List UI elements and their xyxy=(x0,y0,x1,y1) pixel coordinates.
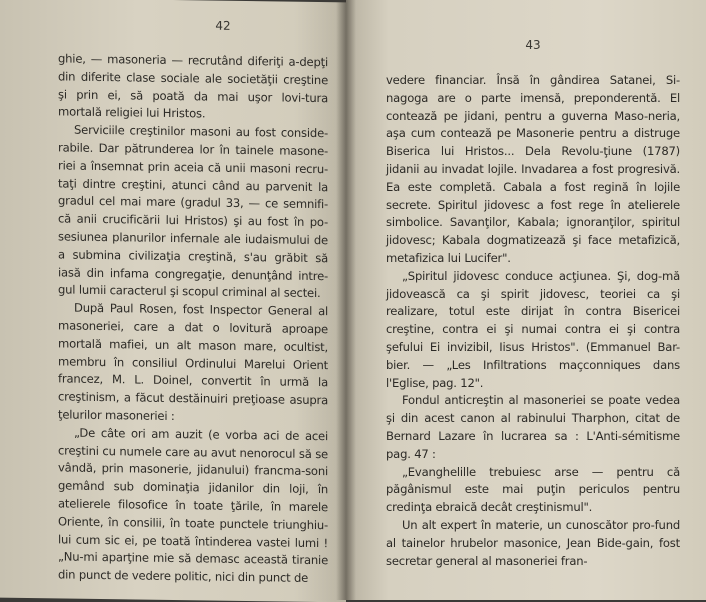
paragraph: Serviciile creştinilor masoni au fost conside-rabile. Dar pătrunderea lor în tainele masone-riei a însemnat prin aceia că unii masoni recru-taţi dintre creştini, atunci când au parvenit la gradul cel mai mare (gradul 33, — ce semnifi-că anii crucificării lui Hristos) şi au fost în po-sesiunea planurilor infernale ale iudaismului de a submina civilizaţia creştină, s'au grăbit să iasă din infama congregaţie, denunţând intre-gul lumii caracterul şi scopul criminal al sectei. xyxy=(58,122,328,301)
paragraph: „Evanghelille trebuiesc arse — pentru că păgânismul este mai puţin periculos pentru credinţa ebraică decât creştinismul". xyxy=(386,464,680,515)
paragraph: După Paul Rosen, fost Inspector General al masoneriei, care a dat o lovitură aproape mortală mafiei, un alt mason mare, ocultist, membru în consiliul Ordinului Marelui Orient francez, M. L. Doinel, convertit în urmă la creştinism, a făcut destăinuiri preţioase asupra ţelurilor masoneriei : xyxy=(58,300,328,423)
page-text xyxy=(58,50,328,588)
paragraph: ghie, — masoneria — recrutând diferiţi a-depţi din diferite clase sociale ale societăţii creştine şi prin ei, să poată da mai uşor lovi-tura mortală religiei lui Hristos. xyxy=(58,51,328,121)
paragraph: Fondul anticreştin al masoneriei se poate vedea şi din acest canon al rabinului Tharphon, citat de Bernard Lazare în lucrarea sa : L'Anti-sémitisme pag. 47 : xyxy=(386,393,680,461)
left-page xyxy=(0,0,346,602)
book-gutter xyxy=(336,0,356,600)
paragraph: „De câte ori am auzit (e vorba aci de acei creştini cu numele care au avut nenorocul să se vândă, prin masonerie, jidanului) francma-soni gemând sub dominaţia jidanilor din loji, în atelierele filosofice în toate ţările, în marele Oriente, în consilii, în toate punctele triunghiu-lui cum sic ei, pe toată întinderea vastei lumi ! „Nu-mi aparţine mie să demasc această tiranie din punct de vedere politic, nici din punct de xyxy=(58,425,328,585)
page-number: 42 xyxy=(215,18,231,33)
page-text xyxy=(386,72,680,570)
paragraph: Un alt expert în materie, un cunoscător pro-fund al tainelor hrubelor masonice, Jean Bide-gain, fost secretar general al masoneriei fran- xyxy=(386,517,680,568)
paragraph: „Spiritul jidovesc conduce acţiunea. Şi, dog-mă jidovească ca şi spirit jidovesc, teoriei ca şi realizare, totul este dirijat în contra Bisericei creştine, contra ei şi numai contra ei şi contra şefului Ei invizibil, Iisus Hristos". (Emmanuel Bar-bier. — „Les Infiltrations maçconniques dans l'Eglise, pag. 12". xyxy=(386,268,680,390)
right-page xyxy=(346,0,706,600)
page-number: 43 xyxy=(525,38,541,52)
paragraph: vedere financiar. Însă în gândirea Satanei, Si-nagoga are o parte imensă, preponderentă. El contează pe jidani, pentru a guverna Maso-neria, aşa cum contează pe Masonerie pentru a distruge Biserica lui Hristos... Dela Revolu-ţiune (1787) jidanii au invadat lojile. Invadarea a fost progresivă. Ea este completă. Cabala a fost regină în lojile secrete. Spiritul jidovesc a fost rege în atelierele simbolice. Savanţilor, Kabala; ignoranţilor, spiritul jidovesc; Kabala dogmatizează şi face metafizică, metafizica lui Lucifer". xyxy=(386,73,680,265)
